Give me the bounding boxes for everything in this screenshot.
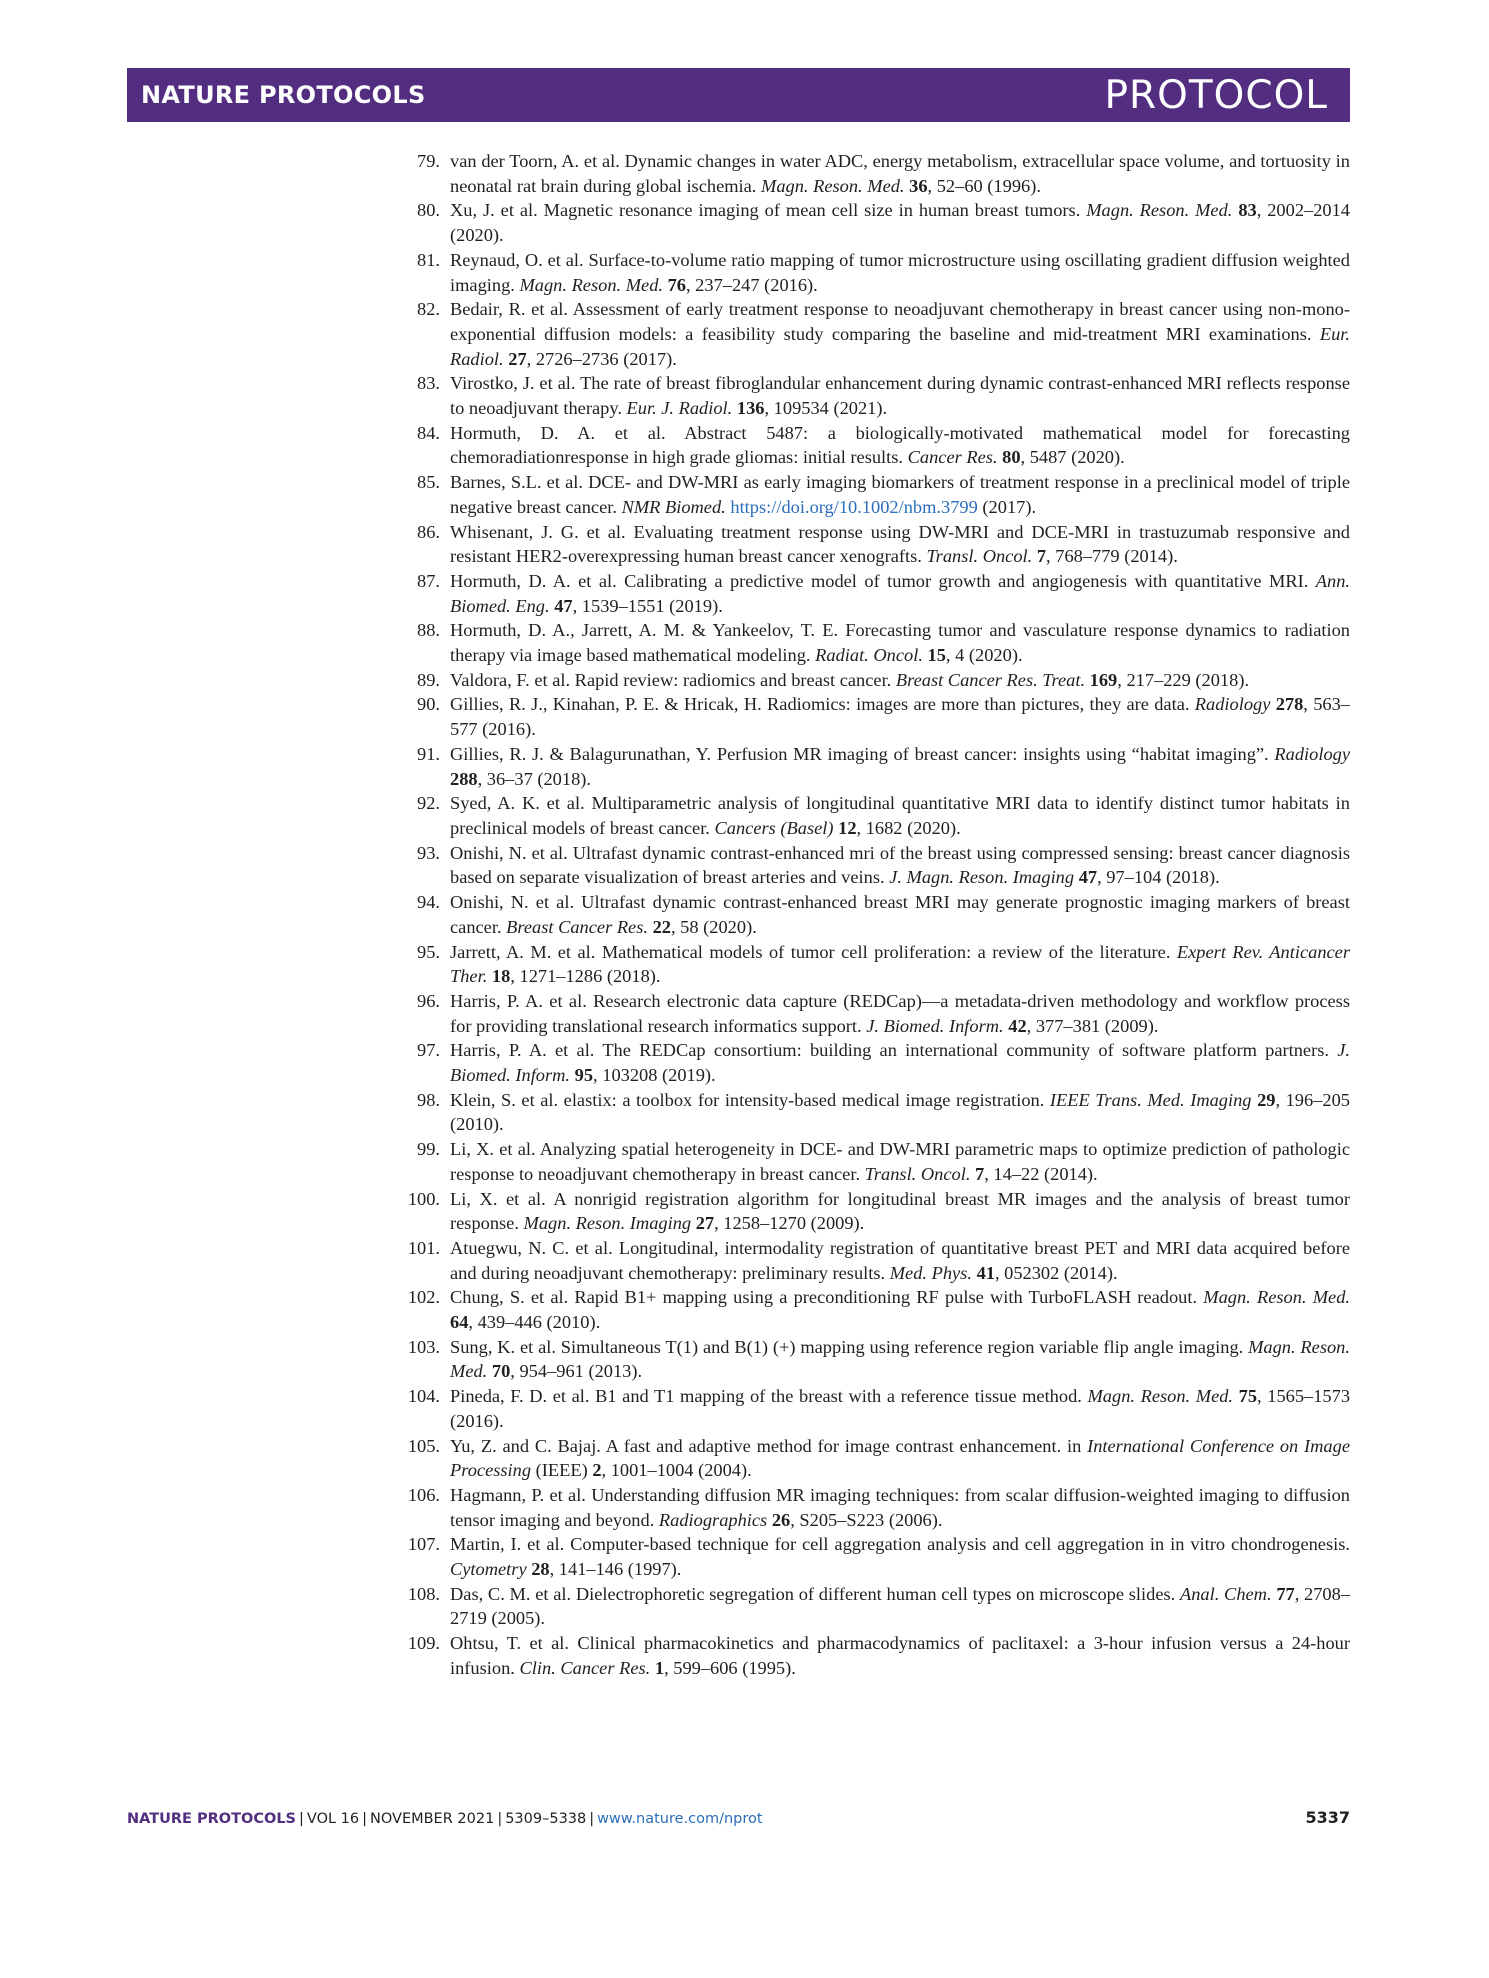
reference-text [450,1285,1350,1334]
journal-title: Transl. Oncol. [926,546,1033,567]
reference-segment: , 52–60 (1996). [927,175,1041,196]
reference-item [400,149,1350,198]
volume-number: 47 [1078,867,1098,888]
reference-item [400,1236,1350,1285]
reference-segment: , 439–446 (2010). [468,1312,601,1333]
reference-item [400,1483,1350,1532]
reference-number: 86. [417,521,440,542]
journal-title: Magn. Reson. Imaging [523,1213,692,1234]
reference-text [450,1384,1350,1433]
reference-text [450,1335,1350,1384]
journal-title: NMR Biomed. [621,496,726,517]
footer-separator: | [299,1811,304,1827]
reference-segment: , 377–381 (2009). [1026,1015,1159,1036]
reference-segment: Valdora, F. et al. Rapid review: radiomics and breast cancer. [450,669,896,690]
reference-segment: , 1001–1004 (2004). [601,1460,752,1481]
journal-title: Breast Cancer Res. [506,916,648,937]
volume-number: 169 [1089,669,1118,690]
reference-item [400,692,1350,741]
reference-number: 109. [407,1633,440,1654]
reference-segment: , S205–S223 (2006). [790,1509,943,1530]
reference-segment: Das, C. M. et al. Dielectrophoretic segregation of different human cell types on microscope slides. [450,1583,1180,1604]
reference-text [450,791,1350,840]
journal-title: Radiat. Oncol. [815,645,923,666]
reference-segment: , 1682 (2020). [856,817,961,838]
reference-item [400,1384,1350,1433]
journal-title: J. Magn. Reson. Imaging [889,867,1075,888]
volume-number: 41 [976,1262,995,1283]
reference-segment: , 141–146 (1997). [549,1559,682,1580]
reference-item [400,1187,1350,1236]
reference-segment: Jarrett, A. M. et al. Mathematical models of tumor cell proliferation: a review of the literature. [450,941,1177,962]
reference-item [400,618,1350,667]
reference-number: 83. [417,373,440,394]
footer-separator: | [362,1811,368,1827]
reference-segment: Klein, S. et al. elastix: a toolbox for intensity-based medical image registration. [450,1089,1050,1110]
reference-segment: , 563–577 (2016). [450,694,1350,740]
footer [127,1808,1350,1827]
reference-number: 108. [407,1583,440,1604]
reference-number: 88. [417,620,440,641]
journal-title: International Conference on Image Processing [450,1435,1350,1481]
volume-number: 22 [652,916,671,937]
reference-segment: Virostko, J. et al. The rate of breast fibroglandular enhancement during dynamic contrast-enhanced MRI reflects response to neoadjuvant therapy. [450,373,1350,419]
journal-title: Magn. Reson. Med. [1086,200,1233,221]
reference-segment: , 14–22 (2014). [984,1163,1098,1184]
volume-number: 29 [1257,1089,1276,1110]
reference-segment: , 36–37 (2018). [477,768,591,789]
reference-number: 99. [417,1139,440,1160]
reference-segment: Bedair, R. et al. Assessment of early treatment response to neoadjuvant chemotherapy in breast cancer using non-mono-exponential diffusion models: a feasibility study comparing the baseline and mid-treatment MRI examinations. [450,299,1350,344]
reference-segment: , 1539–1551 (2019). [572,595,723,616]
reference-segment: , 103208 (2019). [593,1065,716,1086]
volume-number: 27 [695,1213,715,1234]
volume-number: 7 [1036,546,1047,567]
reference-text [450,841,1350,890]
journal-title: Radiology [1274,743,1350,764]
reference-segment: Martin, I. et al. Computer-based technique for cell aggregation analysis and cell aggregation in in vitro chondrogenesis. [450,1534,1350,1555]
reference-item [400,742,1350,791]
reference-segment: , 4 (2020). [945,645,1023,666]
volume-number: 80 [1002,447,1021,468]
footer-separator: | [589,1811,595,1827]
reference-segment: Harris, P. A. et al. The REDCap consortium: building an international community of software platform partners. [450,1040,1338,1061]
reference-segment: , 954–961 (2013). [510,1361,643,1382]
reference-segment: Sung, K. et al. Simultaneous T(1) and B(1) (+) mapping using reference region variable flip angle imaging. [450,1336,1249,1357]
reference-item [400,841,1350,890]
reference-number: 90. [417,694,440,715]
reference-segment: (2017). [977,496,1037,517]
reference-text [450,742,1350,791]
volume-number: 278 [1275,694,1304,715]
journal-title: Magn. Reson. Med. [1087,1386,1234,1407]
reference-text [450,1483,1350,1532]
journal-title: Transl. Oncol. [864,1163,971,1184]
reference-item [400,198,1350,247]
reference-segment: Hormuth, D. A. et al. Abstract 5487: a biologically-motivated mathematical model for forecasting chemoradiationresponse in high grade gliomas: initial results. [450,422,1350,468]
reference-text [450,248,1350,297]
volume-number: 64 [450,1312,469,1333]
reference-number: 105. [407,1435,440,1456]
reference-segment: , 2726–2736 (2017). [526,348,677,369]
footer-date: NOVEMBER 2021 [370,1811,495,1827]
reference-text [450,1038,1350,1087]
reference-segment: Hagmann, P. et al. Understanding diffusion MR imaging techniques: from scalar diffusion-weighted imaging to diffusion tensor imaging and beyond. [450,1484,1350,1530]
reference-number: 100. [407,1188,440,1209]
reference-segment: , 1565–1573 (2016). [450,1386,1351,1431]
reference-item [400,569,1350,618]
reference-segment: Gillies, R. J., Kinahan, P. E. & Hricak, H. Radiomics: images are more than pictures, they are data. [450,694,1195,715]
reference-segment: , 052302 (2014). [994,1262,1118,1283]
reference-text [450,668,1350,693]
reference-segment: Reynaud, O. et al. Surface-to-volume ratio mapping of tumor microstructure using oscillating gradient diffusion weighted imaging. [450,249,1350,295]
reference-text [450,1137,1350,1186]
reference-number: 82. [417,299,440,320]
reference-text [450,569,1350,618]
footer-pages: 5309–5338 [505,1811,587,1827]
footer-separator: | [497,1811,503,1827]
journal-title: Magn. Reson. Med. [1203,1287,1350,1308]
volume-number: 77 [1276,1583,1295,1604]
reference-segment: , 109534 (2021). [764,398,888,419]
reference-item [400,1582,1350,1631]
reference-segment: Gillies, R. J. & Balagurunathan, Y. Perfusion MR imaging of breast cancer: insights using “habitat imaging”. [450,743,1275,764]
footer-journal: NATURE PROTOCOLS [127,1811,297,1827]
reference-text [450,1631,1350,1680]
reference-segment: , 768–779 (2014). [1046,546,1178,567]
reference-segment: (IEEE) [531,1460,593,1481]
journal-title: Radiographics [658,1509,768,1530]
reference-text [450,149,1350,198]
reference-number: 85. [417,472,440,493]
reference-item [400,1631,1350,1680]
journal-title: Breast Cancer Res. Treat. [895,669,1086,690]
reference-number: 91. [417,743,440,764]
reference-number: 95. [417,941,440,962]
reference-text [450,198,1350,247]
reference-number: 103. [407,1336,440,1357]
footer-citation [127,1811,763,1827]
footer-url-link[interactable]: www.nature.com/nprot [597,1811,763,1827]
volume-number: 18 [491,966,511,987]
journal-title: Clin. Cancer Res. [519,1657,651,1678]
reference-segment: van der Toorn, A. et al. Dynamic changes in water ADC, energy metabolism, extracellular space volume, and tortuosity in neonatal rat brain during global ischemia. [450,151,1350,196]
reference-text [450,692,1350,741]
journal-title: IEEE Trans. Med. Imaging [1049,1089,1252,1110]
journal-title: Cytometry [450,1559,527,1580]
reference-segment: , 5487 (2020). [1020,447,1125,468]
reference-segment: , 97–104 (2018). [1097,867,1220,888]
journal-title: Eur. J. Radiol. [626,398,733,419]
reference-number: 87. [417,570,440,591]
journal-title: J. Biomed. Inform. [450,1040,1350,1086]
reference-item [400,668,1350,693]
reference-text [450,618,1350,667]
volume-number: 12 [838,817,857,838]
reference-number: 98. [417,1089,440,1110]
reference-segment: , 1258–1270 (2009). [714,1213,865,1234]
volume-number: 95 [574,1065,594,1086]
reference-segment: Pineda, F. D. et al. B1 and T1 mapping of the breast with a reference tissue method. [450,1386,1088,1407]
reference-segment: Hormuth, D. A., Jarrett, A. M. & Yankeelov, T. E. Forecasting tumor and vasculature response dynamics to radiation therapy via image based mathematical modeling. [450,620,1350,666]
reference-text [450,297,1350,371]
reference-item [400,371,1350,420]
reference-item [400,297,1350,371]
reference-segment: Yu, Z. and C. Bajaj. A fast and adaptive method for image contrast enhancement. in [450,1435,1088,1456]
reference-text [450,371,1350,420]
reference-segment: , 196–205 (2010). [450,1089,1350,1135]
reference-list [400,149,1350,1681]
reference-item [400,1088,1350,1137]
journal-title: Magn. Reson. Med. [450,1336,1350,1382]
reference-segment: , 599–606 (1995). [664,1657,796,1678]
volume-number: 26 [771,1509,791,1530]
reference-item [400,1038,1350,1087]
reference-item [400,1532,1350,1581]
volume-number: 47 [554,595,573,616]
reference-text [450,1532,1350,1581]
reference-number: 104. [407,1386,440,1407]
volume-number: 7 [975,1163,985,1184]
reference-item [400,470,1350,519]
journal-name: NATURE PROTOCOLS [141,81,426,109]
footer-volume: VOL 16 [306,1811,360,1827]
volume-number: 36 [909,175,928,196]
reference-item [400,940,1350,989]
page-number: 5337 [1305,1808,1350,1827]
reference-segment: Atuegwu, N. C. et al. Longitudinal, intermodality registration of quantitative breast PET and MRI data acquired before and during neoadjuvant chemotherapy: preliminary results. [450,1237,1350,1283]
reference-number: 81. [417,249,440,270]
reference-segment: Ohtsu, T. et al. Clinical pharmacokinetics and pharmacodynamics of paclitaxel: a 3-hour infusion versus a 24-hour infusion. [450,1633,1350,1678]
journal-title: Magn. Reson. Med. [761,175,905,196]
volume-number: 288 [450,768,478,789]
volume-number: 15 [927,645,946,666]
reference-segment: Whisenant, J. G. et al. Evaluating treatment response using DW-MRI and DCE-MRI in trastuzumab responsive and resistant HER2-overexpressing human breast cancer xenografts. [450,521,1350,567]
reference-text [450,1187,1350,1236]
reference-text [450,1236,1350,1285]
reference-text [450,1088,1350,1137]
header-bar [127,68,1350,122]
reference-number: 92. [417,793,440,814]
reference-number: 102. [407,1287,440,1308]
journal-title: Magn. Reson. Med. [519,274,663,295]
reference-item [400,1434,1350,1483]
journal-title: Expert Rev. Anticancer Ther. [450,941,1350,987]
reference-item [400,520,1350,569]
volume-number: 2 [592,1460,602,1481]
reference-number: 94. [417,892,440,913]
reference-text [450,520,1350,569]
journal-title: Ann. Biomed. Eng. [450,570,1350,616]
reference-item [400,890,1350,939]
reference-segment: , 1271–1286 (2018). [510,966,661,987]
reference-number: 84. [417,422,440,443]
reference-segment: Onishi, N. et al. Ultrafast dynamic contrast-enhanced mri of the breast using compressed sensing: breast cancer diagnosis based on separate visualization of breast arteries and veins. [450,842,1350,888]
reference-segment: Li, X. et al. A nonrigid registration algorithm for longitudinal breast MR images and the analysis of breast tumor response. [450,1188,1350,1234]
volume-number: 83 [1238,200,1257,221]
volume-number: 27 [508,348,527,369]
reference-segment: Syed, A. K. et al. Multiparametric analysis of longitudinal quantitative MRI data to identify distinct tumor habitats in preclinical models of breast cancer. [450,793,1350,838]
reference-segment: , 237–247 (2016). [685,274,818,295]
reference-segment: , 2002–2014 (2020). [450,200,1350,246]
reference-segment: Xu, J. et al. Magnetic resonance imaging of mean cell size in human breast tumors. [450,200,1087,221]
reference-segment: , 58 (2020). [670,916,757,937]
journal-title: Med. Phys. [889,1262,972,1283]
volume-number: 136 [736,398,765,419]
volume-number: 75 [1238,1386,1258,1407]
volume-number: 42 [1008,1015,1027,1036]
reference-number: 79. [417,151,440,171]
doi-link[interactable]: https://doi.org/10.1002/nbm.3799 [730,496,978,517]
reference-item [400,989,1350,1038]
volume-number: 76 [667,274,686,295]
reference-number: 93. [417,842,440,863]
reference-segment: Onishi, N. et al. Ultrafast dynamic contrast-enhanced breast MRI may generate prognostic imaging markers of breast cancer. [450,892,1350,937]
volume-number: 1 [654,1657,665,1678]
reference-item [400,421,1350,470]
reference-number: 101. [407,1237,440,1258]
reference-text [450,1582,1350,1631]
reference-text [450,1434,1350,1483]
volume-number: 28 [531,1559,550,1580]
journal-title: Anal. Chem. [1179,1583,1272,1604]
journal-title: Eur. Radiol. [450,323,1350,369]
volume-number: 70 [491,1361,511,1382]
reference-number: 89. [417,669,440,690]
journal-title: Cancers (Basel) [714,817,834,838]
journal-title: Cancer Res. [907,447,998,468]
journal-title: Radiology [1194,694,1271,715]
article-type-label: PROTOCOL [1104,72,1328,118]
reference-text [450,890,1350,939]
reference-text [450,989,1350,1038]
reference-item [400,791,1350,840]
reference-number: 107. [407,1534,440,1555]
reference-segment: , 217–229 (2018). [1117,669,1250,690]
reference-segment: Barnes, S.L. et al. DCE- and DW-MRI as early imaging biomarkers of treatment response in a preclinical model of triple negative breast cancer. [450,472,1350,517]
reference-number: 106. [407,1484,440,1505]
reference-segment: Chung, S. et al. Rapid B1+ mapping using a preconditioning RF pulse with TurboFLASH readout. [450,1287,1204,1308]
reference-number: 97. [417,1040,440,1061]
reference-text [450,940,1350,989]
reference-segment: Hormuth, D. A. et al. Calibrating a predictive model of tumor growth and angiogenesis with quantitative MRI. [450,570,1316,591]
reference-text [450,421,1350,470]
reference-item [400,1137,1350,1186]
reference-number: 80. [417,200,440,221]
reference-segment: Li, X. et al. Analyzing spatial heterogeneity in DCE- and DW-MRI parametric maps to optimize prediction of pathologic response to neoadjuvant chemotherapy in breast cancer. [450,1139,1350,1184]
reference-number: 96. [417,990,440,1011]
reference-item [400,248,1350,297]
reference-segment: Harris, P. A. et al. Research electronic data capture (REDCap)—a metadata-driven methodology and workflow process for providing translational research informatics support. [450,990,1350,1036]
reference-item [400,1285,1350,1334]
journal-title: J. Biomed. Inform. [866,1015,1004,1036]
reference-text [450,470,1350,519]
reference-segment: , 2708–2719 (2005). [450,1583,1351,1629]
reference-item [400,1335,1350,1384]
